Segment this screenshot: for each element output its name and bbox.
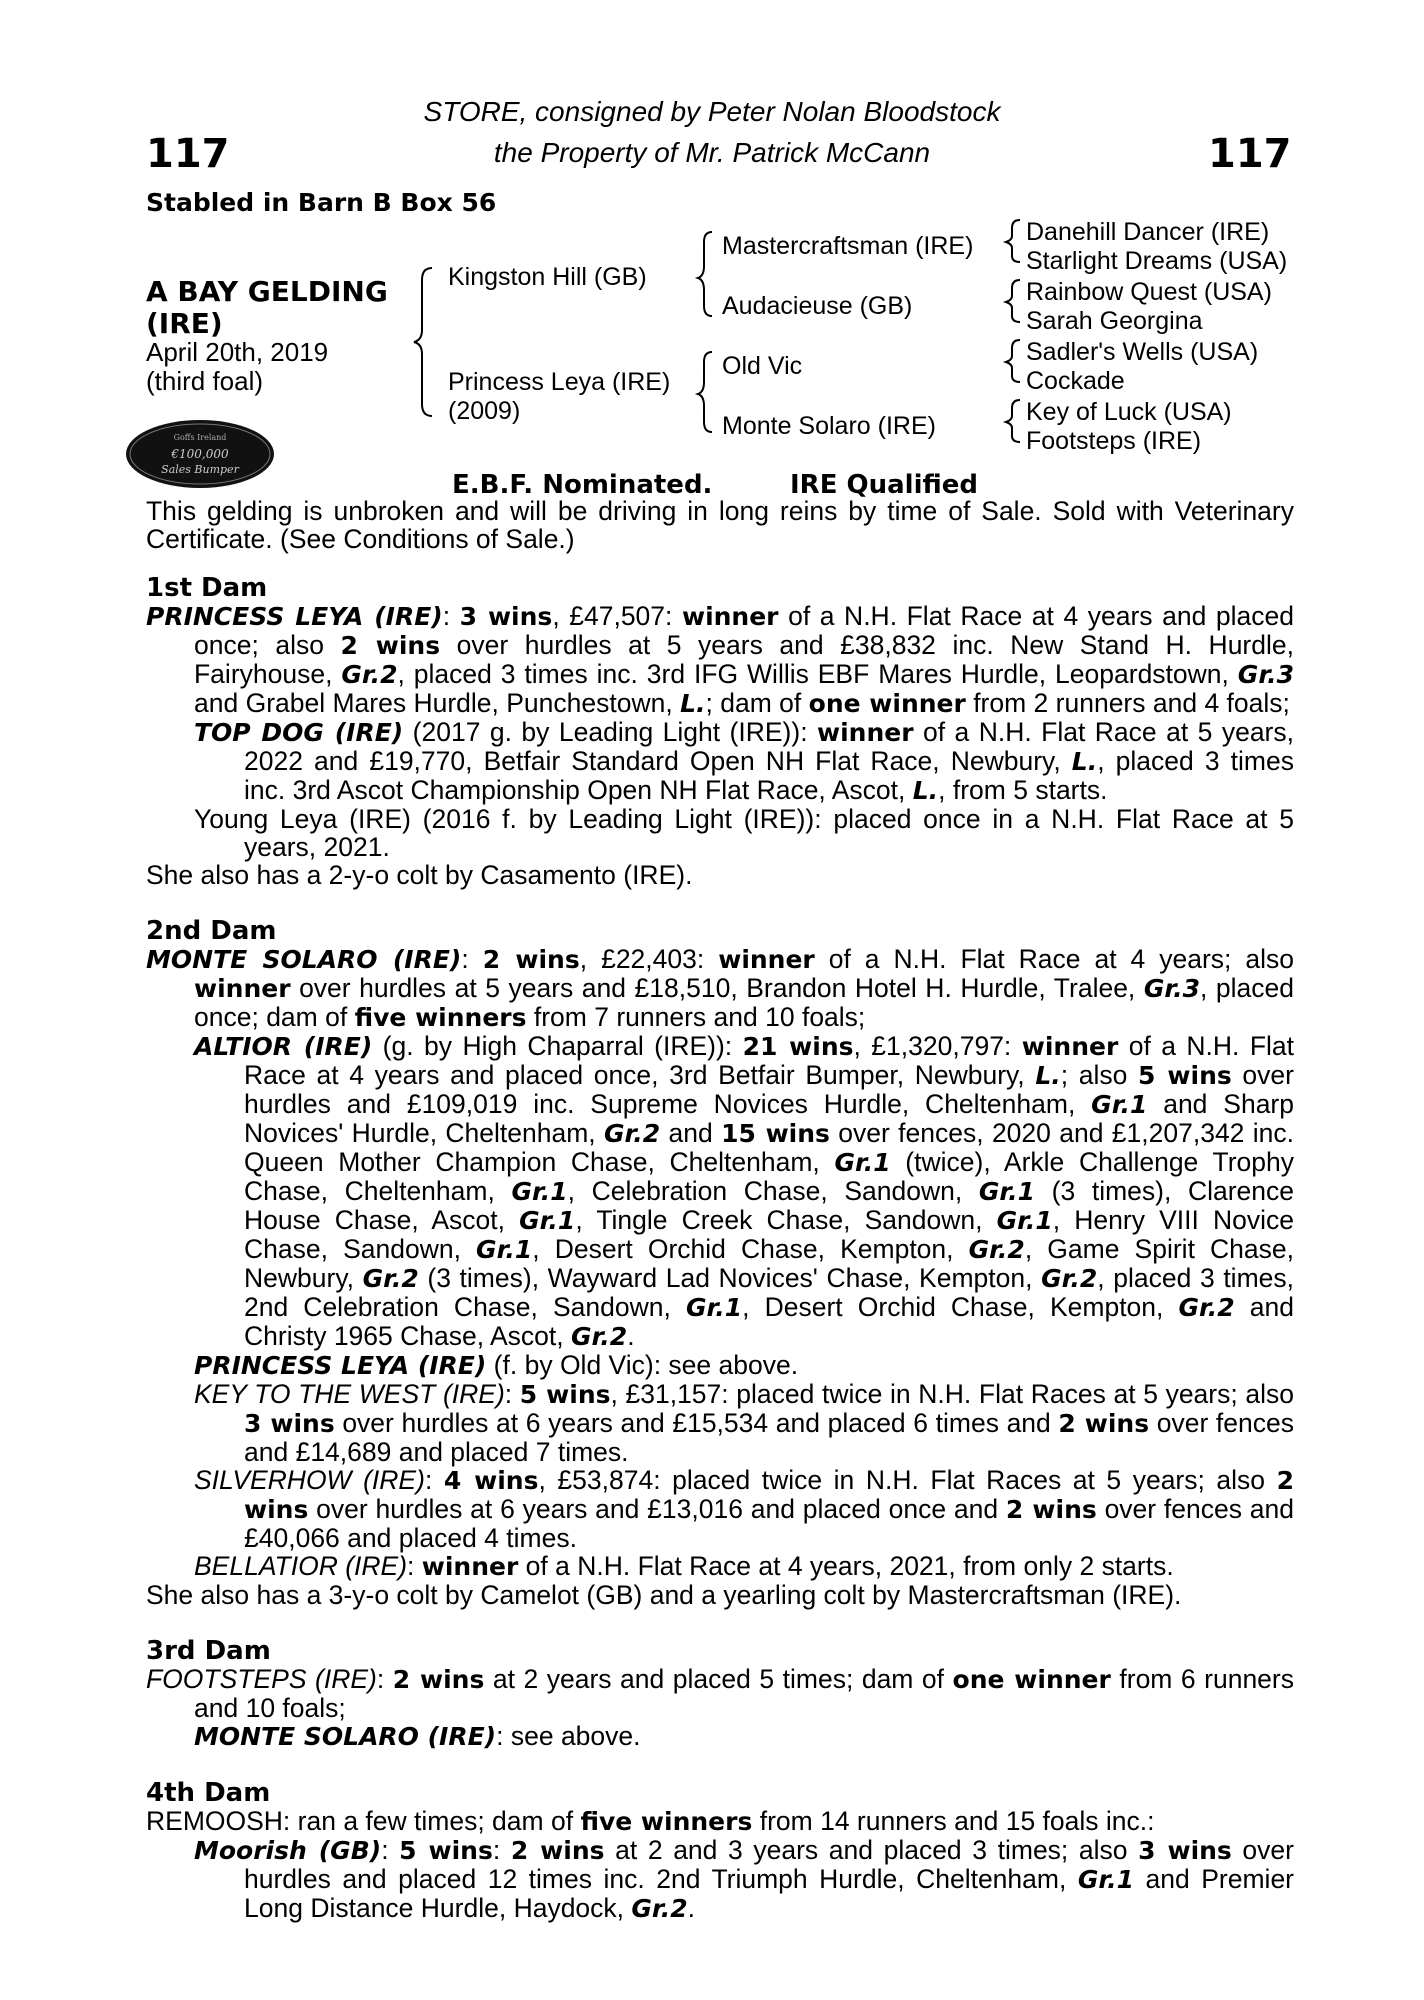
foal-note: (third foal) [146,366,264,396]
pedigree-dam: Princess Leya (IRE) [448,368,671,396]
offspring-monte-solaro: MONTE SOLARO (IRE): see above. [194,1721,641,1751]
first-dam-entry: PRINCESS LEYA (IRE): 3 wins, £47,507: winner of a N.H. Flat Race at 4 years and placed once; also 2 wins over hurdles at 5 years and £38,832 inc. New Stand H. Hurdle, Fairyhouse, Gr.2, placed 3 times inc. 3rd IFG Willis EBF Mares Hurdle, Leopardstown, Gr.3 and Grabel Mares Hurdle, Punchestown, L.; dam of one winner from 2 runners and 4 foals; [146,601,1294,718]
fourth-dam-entry: REMOOSH: ran a few times; dam of five winners from 14 runners and 15 foals inc.: [146,1806,1155,1836]
offspring-top-dog: TOP DOG (IRE) (2017 g. by Leading Light (IRE)): winner of a N.H. Flat Race at 5 years, 2022 and £19,770, Betfair Standard Open NH Flat Race, Newbury, L., placed 3 times inc. 3rd Ascot Championship Open NH Flat Race, Ascot, L., from 5 starts. [194,717,1294,805]
property-line: the Property of Mr. Patrick McCann [493,137,931,168]
first-dam-also: She also has a 2-y-o colt by Casamento (IRE). [146,860,693,890]
catalogue-body [146,497,1294,1923]
first-dam-heading: 1st Dam [146,573,268,603]
offspring-moorish: Moorish (GB): 5 wins: 2 wins at 2 and 3 years and placed 3 times; also 3 wins over hurdles and placed 12 times inc. 2nd Triumph Hurdle, Cheltenham, Gr.1 and Premier Long Distance Hurdle, Haydock, Gr.2. [194,1835,1295,1923]
offspring-young-leya: Young Leya (IRE) (2016 f. by Leading Light (IRE)): placed once in a N.H. Flat Race at 5 years, 2021. [194,804,1294,862]
offspring-princess-leya: PRINCESS LEYA (IRE) (f. by Old Vic): see above. [194,1350,799,1380]
horse-name-line2: (IRE) [146,307,223,340]
fourth-dam-heading: 4th Dam [146,1778,271,1808]
stabled-line: Stabled in Barn B Box 56 [146,188,497,217]
pedigree-dam-dam: Monte Solaro (IRE) [722,412,936,440]
foaled-date: April 20th, 2019 [146,337,329,367]
lot-number-left: 117 [146,131,230,177]
pedigree-dds: Key of Luck (USA) [1026,398,1232,426]
pedigree-sss: Danehill Dancer (IRE) [1026,218,1270,246]
lot-number-right: 117 [1208,131,1292,177]
badge-top-text: Goffs Ireland [173,433,227,442]
pedigree-sdd: Sarah Georgina [1026,307,1203,335]
pedigree-sds: Rainbow Quest (USA) [1026,278,1272,306]
ire-qualified: IRE Qualified [790,470,979,500]
pedigree-sire-sire: Mastercraftsman (IRE) [722,232,974,260]
svg-text:Sales Bumper: Sales Bumper [161,463,239,476]
ebf-nominated: E.B.F. Nominated. [452,470,713,500]
pedigree-dss: Sadler's Wells (USA) [1026,338,1259,366]
pedigree-sire-dam: Audacieuse (GB) [722,292,913,320]
svg-text:€100,000: €100,000 [171,447,229,461]
pedigree-dam-year: (2009) [448,397,521,425]
consigner-line: STORE, consigned by Peter Nolan Bloodstock [423,96,1001,127]
offspring-bellatior: BELLATIOR (IRE): winner of a N.H. Flat Race at 4 years, 2021, from only 2 starts. [194,1551,1174,1581]
pedigree-dam-sire: Old Vic [722,352,803,380]
second-dam-also: She also has a 3-y-o colt by Camelot (GB) and a yearling colt by Mastercraftsman (IRE). [146,1580,1182,1610]
pedigree-dsd: Cockade [1026,367,1125,395]
third-dam-heading: 3rd Dam [146,1636,271,1666]
horse-name-line1: A BAY GELDING [146,275,388,308]
offspring-silverhow: SILVERHOW (IRE): 4 wins, £53,874: placed twice in N.H. Flat Races at 5 years; also 2 wins over hurdles at 6 years and £13,016 and placed once and 2 wins over fences and £40,066 and placed 4 times. [194,1465,1294,1553]
second-dam-heading: 2nd Dam [146,916,277,946]
pedigree-sire: Kingston Hill (GB) [448,263,647,291]
second-dam-entry: MONTE SOLARO (IRE): 2 wins, £22,403: winner of a N.H. Flat Race at 4 years; also winner over hurdles at 5 years and £18,510, Brandon Hotel H. Hurdle, Tralee, Gr.3, placed once; dam of five winners from 7 runners and 10 foals; [146,944,1294,1032]
pedigree-ssd: Starlight Dreams (USA) [1026,247,1288,275]
offspring-altior: ALTIOR (IRE) (g. by High Chaparral (IRE)): 21 wins, £1,320,797: winner of a N.H. Flat Race at 4 years and placed once, 3rd Betfair Bumper, Newbury, L.; also 5 wins over hurdles and £109,019 inc. Supreme Novices Hurdle, Cheltenham, Gr.1 and Sharp Novices' Hurdle, Cheltenham, Gr.2 and 15 wins over fences, 2020 and £1,207,342 inc. Queen Mother Champion Chase, Cheltenham, Gr.1 (twice), Arkle Challenge Trophy Chase, Cheltenham, Gr.1, Celebration Chase, Sandown, Gr.1 (3 times), Clarence House Chase, Ascot, Gr.1, Tingle Creek Chase, Sandown, Gr.1, Henry VIII Novice Chase, Sandown, Gr.1, Desert Orchid Chase, Kempton, Gr.2, Game Spirit Chase, Newbury, Gr.2 (3 times), Wayward Lad Novices' Chase, Kempton, Gr.2, placed 3 times, 2nd Celebration Chase, Sandown, Gr.1, Desert Orchid Chase, Kempton, Gr.2 and Christy 1965 Chase, Ascot, Gr.2. [194,1031,1295,1351]
pedigree-ddd: Footsteps (IRE) [1026,427,1202,455]
third-dam-entry: FOOTSTEPS (IRE): 2 wins at 2 years and placed 5 times; dam of one winner from 6 runners and 10 foals; [146,1664,1294,1723]
offspring-key-to-the-west: KEY TO THE WEST (IRE): 5 wins, £31,157: placed twice in N.H. Flat Races at 5 years; also 3 wins over hurdles at 6 years and £15,534 and placed 6 times and 2 wins over fences and £14,689 and placed 7 times. [194,1379,1294,1467]
intro-paragraph: This gelding is unbroken and will be driving in long reins by time of Sale. Sold with Veterinary Certificate. (See Conditions of Sale.) [146,496,1294,554]
